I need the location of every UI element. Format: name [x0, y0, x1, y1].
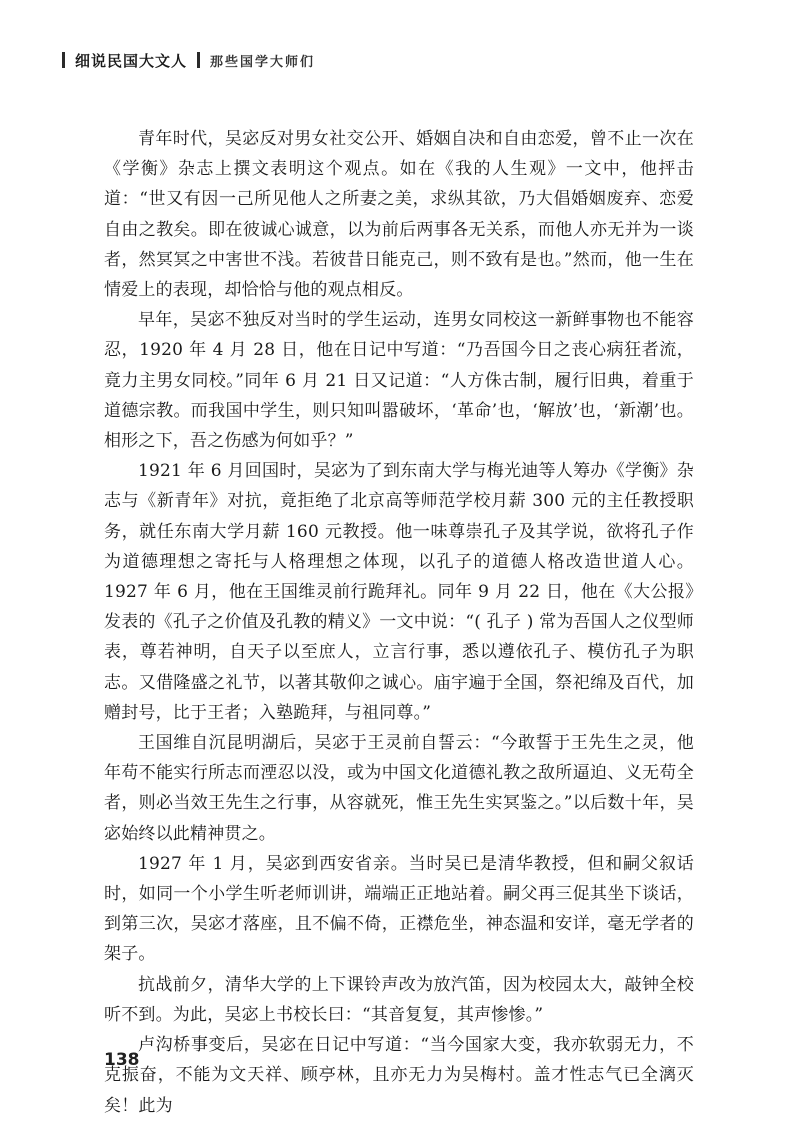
header-divider	[62, 52, 65, 68]
page-number: 138	[104, 1050, 140, 1070]
paragraph: 王国维自沉昆明湖后，吴宓于王灵前自誓云：“今敢誓于王先生之灵，他年苟不能实行所志而湮忍以没，或为中国文化道德礼教之敌所逼迫、义无苟全者，则必当效王先生之行事，从容就死，惟王先生实冥鉴之。”以后数十年，吴宓始终以此精神贯之。	[104, 733, 694, 844]
paragraph: 卢沟桥事变后，吴宓在日记中写道：“当今国家大变，我亦软弱无力，不克振奋，不能为文天祥、顾亭林，且亦无力为吴梅村。盖才性志气已全漓灭矣！此为	[104, 1035, 694, 1116]
book-title: 细说民国大文人	[75, 51, 188, 70]
paragraph: 1927 年 1 月，吴宓到西安省亲。当时吴已是清华教授，但和嗣父叙话时，如同一个小学生听老师训讲，端端正正地站着。嗣父再三促其坐下谈话，到第三次，吴宓才落座，且不偏不倚，正襟危坐，神态温和安详，毫无学者的架子。	[104, 853, 694, 965]
paragraph: 抗战前夕，清华大学的上下课铃声改为放汽笛，因为校园太大，敲钟全校听不到。为此，吴宓上书校长曰：“其音复复，其声惨惨。”	[104, 974, 694, 1025]
paragraph: 青年时代，吴宓反对男女社交公开、婚姻自决和自由恋爱，曾不止一次在《学衡》杂志上撰文表明这个观点。如在《我的人生观》一文中，他抨击道：“世又有因一己所见他人之所妻之美，求纵其欲，乃大倡婚姻废弃、恋爱自由之教矣。即在彼诚心诚意，以为前后两事各无关系，而他人亦无并为一谈者，然冥冥之中害世不浅。若彼昔日能克己，则不致有是也。”然而，他一生在情爱上的表现，却恰恰与他的观点相反。	[104, 129, 694, 301]
header-divider	[197, 52, 200, 68]
paragraph: 早年，吴宓不独反对当时的学生运动，连男女同校这一新鲜事物也不能容忍，1920 年 4 月 28 日，他在日记中写道：“乃吾国今日之丧心病狂者流，竟力主男女同校。”同年 6 月 21 日又记道：“人方侏古制，履行旧典，着重于道德宗教。而我国中学生，则只知叫嚣破坏，‘革命’也，‘解放’也，‘新潮’也。相形之下，吾之伤感为何如乎？”	[104, 310, 694, 452]
series-title: 那些国学大师们	[210, 54, 316, 70]
paragraph: 1921 年 6 月回国时，吴宓为了到东南大学与梅光迪等人筹办《学衡》杂志与《新青年》对抗，竟拒绝了北京高等师范学校月薪 300 元的主任教授职务，就任东南大学月薪 160 元教授。他一味尊崇孔子及其学说，欲将孔子作为道德理想之寄托与人格理想之体现，以孔子的道德人格改造世道人心。1927 年 6 月，他在王国维灵前行跪拜礼。同年 9 月 22 日，他在《大公报》发表的《孔子之价值及孔教的精义》一文中说：“( 孔子 ) 常为吾国人之仪型师表，尊若神明，自天子以至庶人，立言行事，悉以遵依孔子、模仿孔子为职志。又借隆盛之礼节，以著其敬仰之诚心。庙宇遍于全国，祭祀绵及百代，加赠封号，比于王者；入塾跪拜，与祖同尊。”	[104, 461, 694, 723]
running-header	[62, 48, 315, 72]
body-text	[104, 124, 694, 1121]
